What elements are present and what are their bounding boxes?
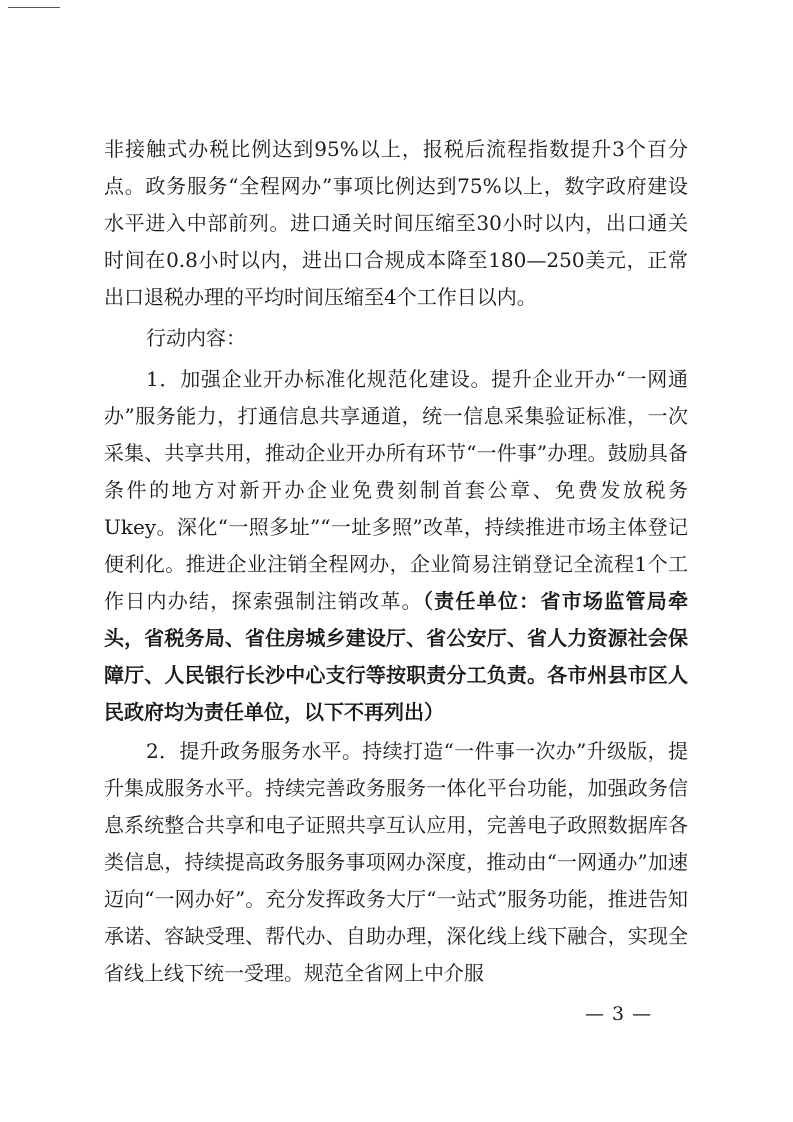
action-item-1 [104,361,688,731]
action-item-2: 2．提升政务服务水平。持续打造“一件事一次办”升级版，提升集成服务水平。持续完善政务服务一体化平台功能，加强政务信息系统整合共享和电子证照共享互认应用，完善电子政照数据库各类信息，持续提高政务服务事项网办深度，推动由“一网通办”加速迈向“一网办好”。充分发挥政务大厅“一站式”服务功能，推进告知承诺、容缺受理、帮代办、自助办理，深化线上线下融合，实现全省线上线下统一受理。规范全省网上中介服 [104,739,688,985]
document-body [104,131,688,992]
header-rule [8,7,60,8]
section-label: 行动内容： [146,326,246,350]
responsibility-note: （责任单位：省市场监管局牵头，省税务局、省住房城乡建设厅、省公安厅、省人力资源社会保障厅、人民银行长沙中心支行等按职责分工负责。各市州县市区人民政府均为责任单位，以下不再列出） [104,589,689,724]
intro-paragraph: 非接触式办税比例达到95%以上，报税后流程指数提升3个百分点。政务服务“全程网办”事项比例达到75%以上，数字政府建设水平进入中部前列。进口通关时间压缩至30小时以内，出口通关时间在0.8小时以内，进出口合规成本降至180—250美元，正常出口退税办理的平均时间压缩至4个工作日以内。 [104,137,688,309]
action-item-1-text: 1．加强企业开办标准化规范化建设。提升企业开办“一网通办”服务能力，打通信息共享通道，统一信息采集验证标准，一次采集、共享共用，推动企业开办所有环节“一件事”办理。鼓励具备条件的地方对新开办企业免费刻制首套公章、免费发放税务Ukey。深化“一照多址”“一址多照”改革，持续推进市场主体登记便利化。推进企业注销全程网办，企业简易注销登记全流程1个工作日内办结，探索强制注销改革。 [104,367,688,613]
page-number: — 3 — [585,1003,653,1025]
